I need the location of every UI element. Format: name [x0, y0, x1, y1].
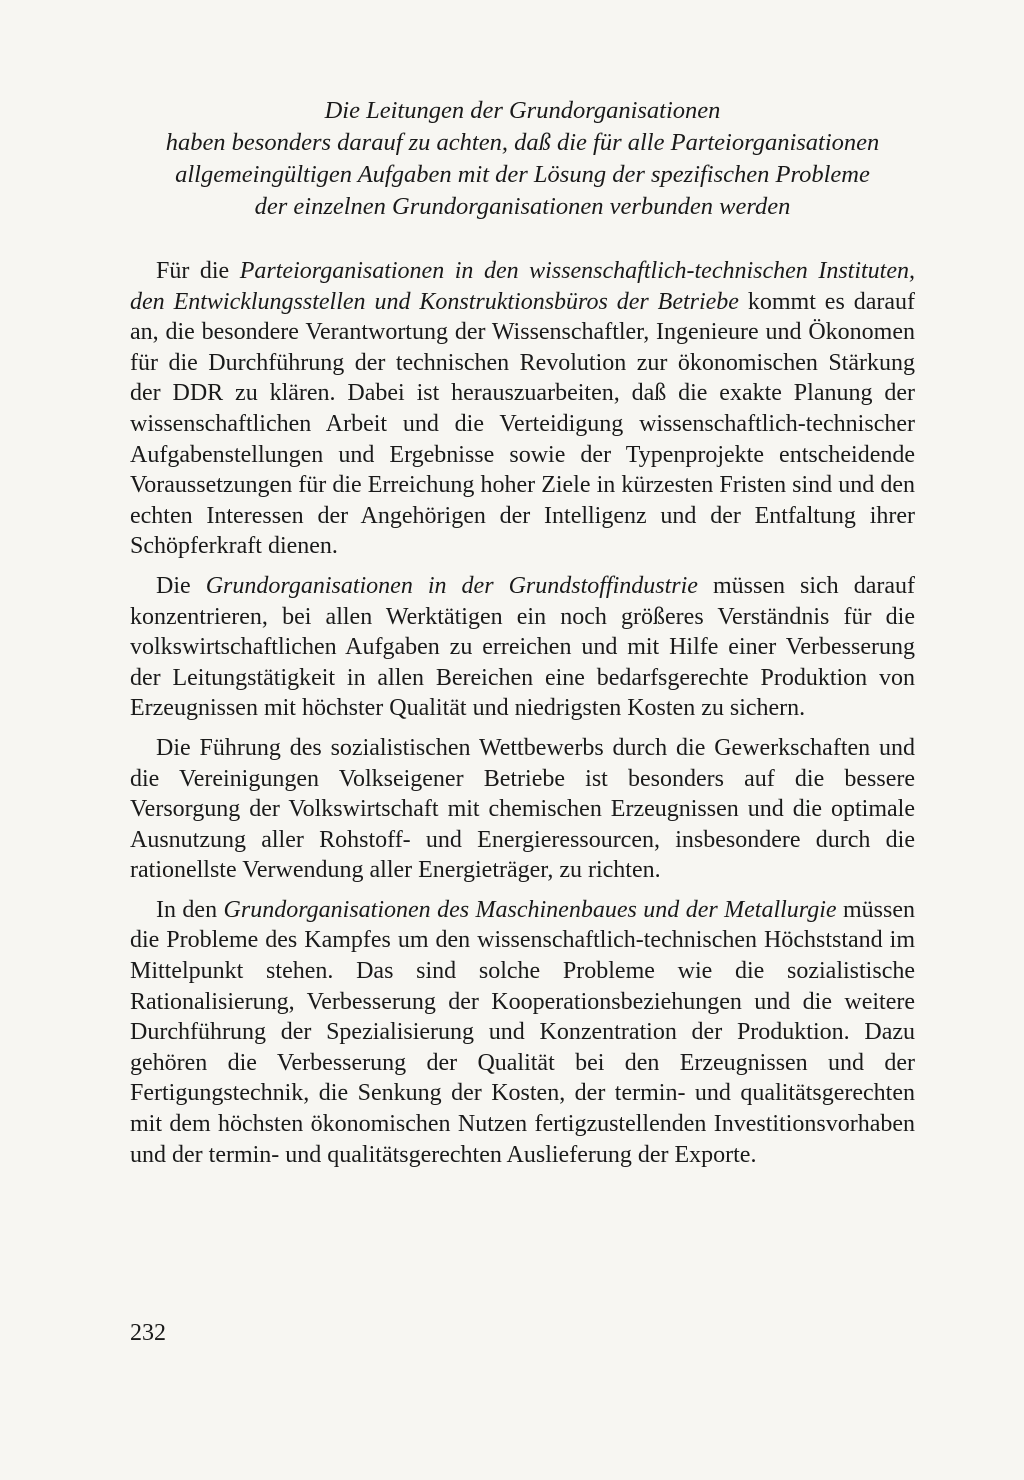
paragraph-emphasis: Grundorganisationen des Maschinenbaues und der Metallurgie [223, 896, 837, 923]
section-heading [130, 95, 915, 223]
page-number: 232 [130, 1320, 166, 1346]
paragraph [130, 571, 915, 724]
paragraph-emphasis: Parteiorganisationen in den wissenschaftlich-technischen Instituten, den Entwicklungsstellen und Konstruktionsbüros der Betriebe [130, 258, 915, 315]
paragraph-text: Die [156, 572, 206, 599]
paragraph-text: kommt es darauf an, die besondere Verantwortung der Wissenschaftler, Ingenieure und Ökonomen für die Durchführung der technischen Revolution zur ökonomischen Stärkung der DDR zu klären. Dabei ist herauszuarbeiten, daß die exakte Planung der wissenschaftlichen Arbeit und die Verteidigung wissenschaftlich-technischer Aufgabenstellungen und Ergebnisse sowie der Typenprojekte entscheidende Voraussetzungen für die Erreichung hoher Ziele in kürzesten Fristen sind und den echten Interessen der Angehörigen der Intelligenz und der Entfaltung ihrer Schöpferkraft dienen. [130, 288, 916, 560]
paragraph [130, 256, 915, 562]
heading-line: allgemeingültigen Aufgaben mit der Lösung der spezifischen Probleme [175, 161, 870, 188]
paragraph-text: Für die [156, 258, 240, 284]
paragraph-text: müssen die Probleme des Kampfes um den wissenschaftlich-technischen Höchststand im Mittelpunkt stehen. Das sind solche Probleme wie die sozialistische Rationalisierung, Verbesserung der Kooperationsbeziehungen und die weitere Durchführung der Spezialisierung und Konzentration der Produktion. Dazu gehören die Verbesserung der Qualität bei den Erzeugnissen und der Fertigungstechnik, die Senkung der Kosten, der termin- und qualitätsgerechten mit dem höchsten ökonomischen Nutzen fertigzustellenden Investitionsvorhaben und der termin- und qualitätsgerechten Auslieferung der Exporte. [130, 896, 915, 1168]
body-text [130, 256, 915, 1179]
heading-line: Die Leitungen der Grundorganisationen [324, 97, 721, 124]
paragraph-text: Die Führung des sozialistischen Wettbewerbs durch die Gewerkschaften und die Vereinigungen Volkseigener Betriebe ist besonders auf die bessere Versorgung der Volkswirtschaft mit chemischen Erzeugnissen und die optimale Ausnutzung aller Rohstoff- und Energieressourcen, insbesondere durch die rationellste Verwendung aller Energieträger, zu richten. [130, 734, 915, 884]
paragraph-text: müssen sich darauf konzentrieren, bei allen Werktätigen ein noch größeres Verständnis für die volkswirtschaftlichen Aufgaben zu erreichen und mit Hilfe einer Verbesserung der Leitungstätigkeit in allen Bereichen eine bedarfsgerechte Produktion von Erzeugnissen mit höchster Qualität und niedrigsten Kosten zu sichern. [130, 572, 916, 722]
heading-line: der einzelnen Grundorganisationen verbunden werden [254, 193, 791, 220]
paragraph-emphasis: Grundorganisationen in der Grundstoffindustrie [205, 572, 698, 599]
heading-line: haben besonders darauf zu achten, daß die für alle Parteiorganisationen [165, 129, 880, 156]
paragraph [130, 895, 915, 1170]
paragraph [130, 733, 915, 886]
paragraph-text: In den [156, 896, 224, 923]
